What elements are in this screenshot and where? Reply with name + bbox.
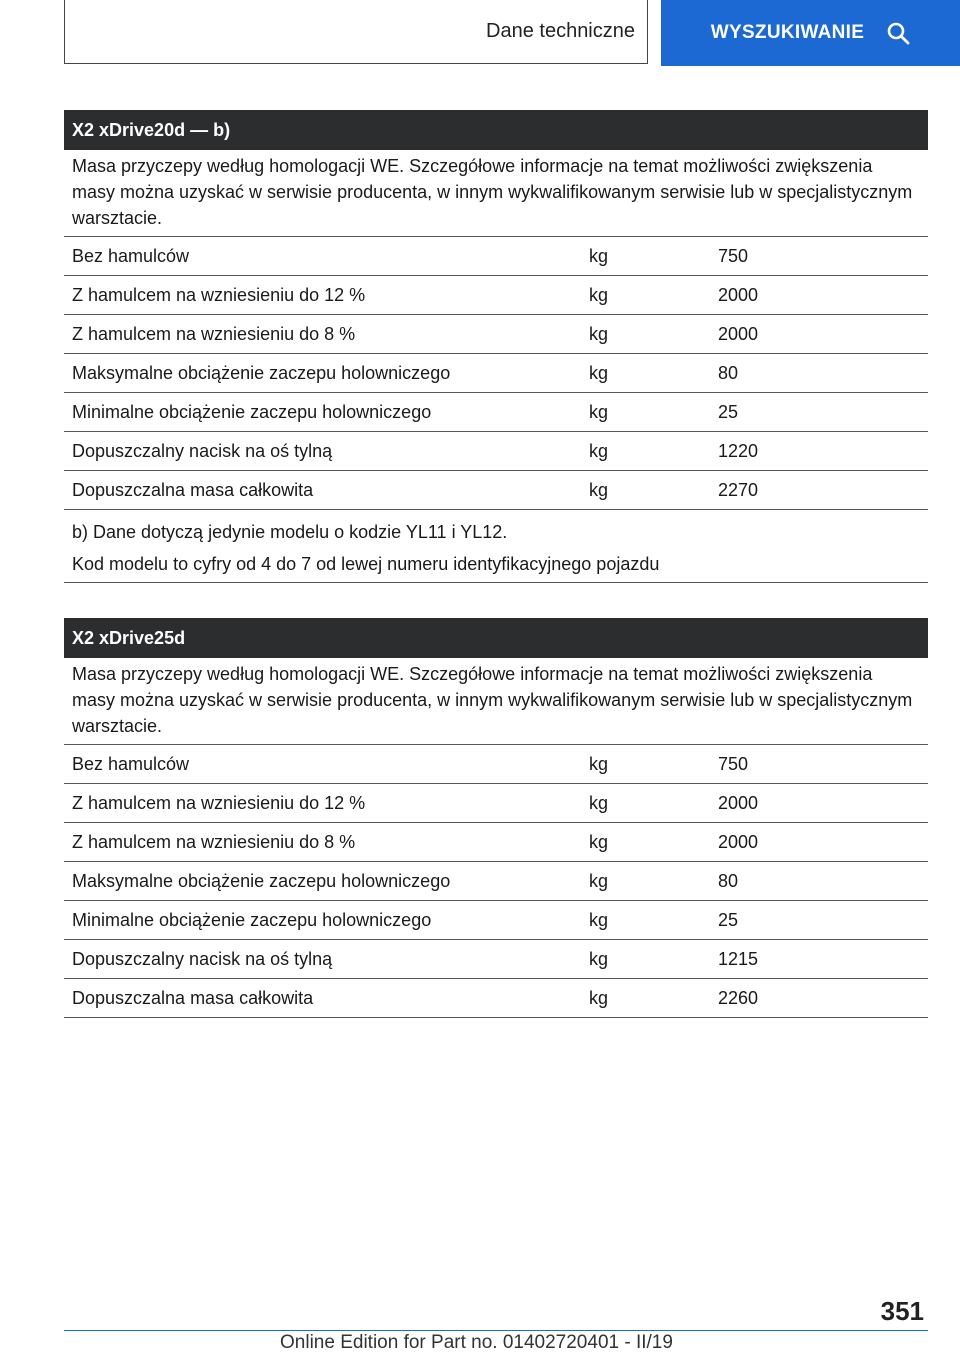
search-icon xyxy=(886,21,910,45)
table-row xyxy=(64,276,928,315)
search-button[interactable] xyxy=(661,0,960,66)
table-row xyxy=(64,745,928,784)
section-header-tab xyxy=(64,0,648,64)
row-unit: kg xyxy=(589,909,609,930)
section-heading: X2 xDrive20d — b) xyxy=(64,110,928,150)
row-unit: kg xyxy=(589,479,609,500)
table-row xyxy=(64,979,928,1018)
table-row xyxy=(64,432,928,471)
table-row xyxy=(64,315,928,354)
table-row xyxy=(64,354,928,393)
row-label: Dopuszczalny nacisk na oś tylną xyxy=(72,440,333,461)
row-unit: kg xyxy=(589,362,609,383)
table-row xyxy=(64,237,928,276)
row-value: 750 xyxy=(718,753,749,774)
row-value: 2000 xyxy=(718,284,759,305)
row-label: Bez hamulców xyxy=(72,753,190,774)
table-row xyxy=(64,940,928,979)
row-value: 25 xyxy=(718,401,739,422)
footer-divider xyxy=(64,1330,928,1331)
row-value: 2260 xyxy=(718,987,759,1008)
row-unit: kg xyxy=(589,440,609,461)
row-label: Dopuszczalna masa całkowita xyxy=(72,479,314,500)
section-description: Masa przyczepy według homologacji WE. Szczegółowe informacje na temat możliwości zwiększenia masy można uzyskać w serwisie producenta, w innym wykwalifikowanym serwisie lub w specjalistycznym warsztacie. xyxy=(64,150,928,237)
section-notes xyxy=(64,510,928,583)
search-label: WYSZUKIWANIE xyxy=(710,22,865,43)
row-unit: kg xyxy=(589,831,609,852)
row-label: Dopuszczalny nacisk na oś tylną xyxy=(72,948,333,969)
table-row xyxy=(64,862,928,901)
row-label: Z hamulcem na wzniesieniu do 12 % xyxy=(72,284,366,305)
row-value: 2270 xyxy=(718,479,759,500)
spec-section-xdrive25d xyxy=(64,618,928,1018)
row-value: 80 xyxy=(718,362,739,383)
spec-section-xdrive20d xyxy=(64,110,928,583)
row-unit: kg xyxy=(589,323,609,344)
footnote: b) Dane dotyczą jedynie modelu o kodzie YL11 i YL12. xyxy=(72,522,508,542)
table-row xyxy=(64,784,928,823)
row-label: Z hamulcem na wzniesieniu do 12 % xyxy=(72,792,366,813)
row-unit: kg xyxy=(589,792,609,813)
row-value: 2000 xyxy=(718,792,759,813)
row-unit: kg xyxy=(589,870,609,891)
table-row xyxy=(64,393,928,432)
row-label: Bez hamulców xyxy=(72,245,190,266)
row-unit: kg xyxy=(589,245,609,266)
row-unit: kg xyxy=(589,401,609,422)
section-title: Dane techniczne xyxy=(486,20,635,42)
row-label: Dopuszczalna masa całkowita xyxy=(72,987,314,1008)
page-number: 351 xyxy=(880,1296,924,1326)
section-description: Masa przyczepy według homologacji WE. Szczegółowe informacje na temat możliwości zwiększenia masy można uzyskać w serwisie producenta, w innym wykwalifikowanym serwisie lub w specjalistycznym warsztacie. xyxy=(64,658,928,745)
row-unit: kg xyxy=(589,753,609,774)
row-unit: kg xyxy=(589,948,609,969)
row-value: 25 xyxy=(718,909,739,930)
row-value: 1215 xyxy=(718,948,759,969)
section-heading: X2 xDrive25d xyxy=(64,618,928,658)
table-row xyxy=(64,901,928,940)
row-value: 750 xyxy=(718,245,749,266)
row-label: Maksymalne obciążenie zaczepu holowniczego xyxy=(72,362,451,383)
row-label: Maksymalne obciążenie zaczepu holowniczego xyxy=(72,870,451,891)
row-label: Minimalne obciążenie zaczepu holowniczego xyxy=(72,909,432,930)
edition-text: Online Edition for Part no. 01402720401 - II/19 xyxy=(280,1332,673,1353)
row-value: 2000 xyxy=(718,323,759,344)
row-label: Minimalne obciążenie zaczepu holowniczego xyxy=(72,401,432,422)
table-row xyxy=(64,823,928,862)
row-value: 80 xyxy=(718,870,739,891)
footnote: Kod modelu to cyfry od 4 do 7 od lewej numeru identyfikacyjnego pojazdu xyxy=(72,554,660,574)
row-label: Z hamulcem na wzniesieniu do 8 % xyxy=(72,831,356,852)
row-label: Z hamulcem na wzniesieniu do 8 % xyxy=(72,323,356,344)
row-value: 1220 xyxy=(718,440,759,461)
row-unit: kg xyxy=(589,284,609,305)
row-unit: kg xyxy=(589,987,609,1008)
table-row xyxy=(64,471,928,510)
row-value: 2000 xyxy=(718,831,759,852)
